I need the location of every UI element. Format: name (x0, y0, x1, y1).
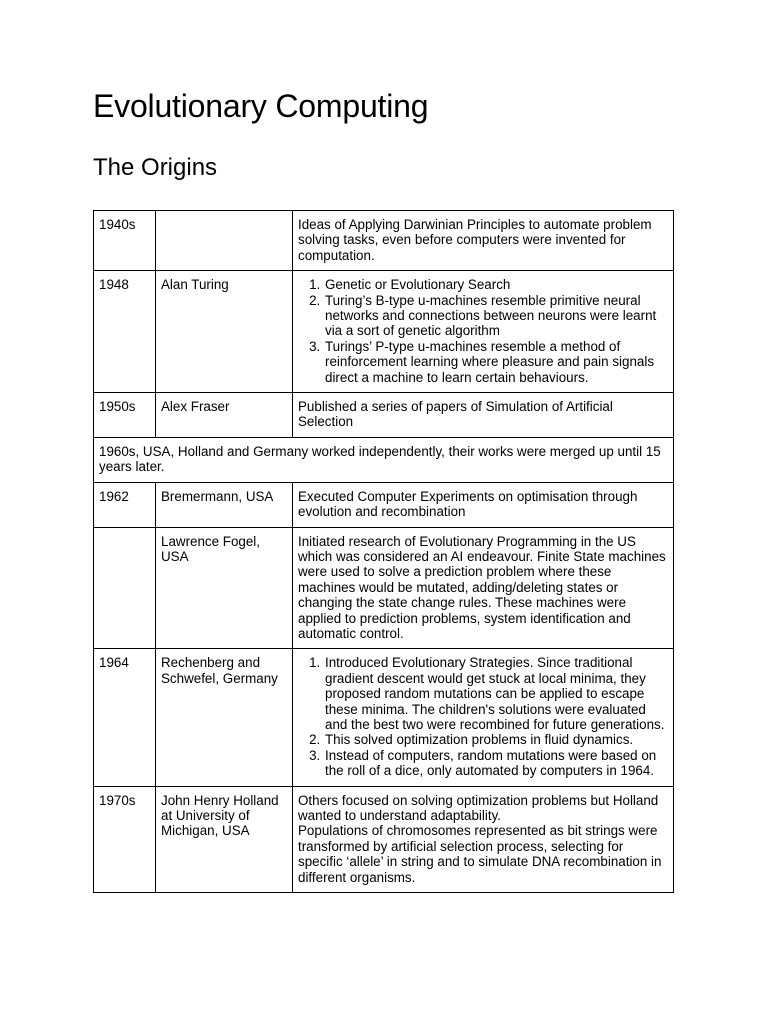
year-cell: 1970s (94, 786, 156, 892)
year-cell (94, 527, 156, 649)
document-title: Evolutionary Computing (93, 88, 429, 124)
list-item: 3. Turings’ P-type u-machines resemble a method of reinforcement learning where pleasure and pain signals direct a machine to learn certain behaviours. (324, 339, 668, 385)
person-cell: John Henry Holland at University of Michigan, USA (156, 786, 293, 892)
person-cell: Alan Turing (156, 271, 293, 393)
person-cell: Bremermann, USA (156, 482, 293, 527)
description-paragraph: Populations of chromosomes represented as bit strings were transformed by artificial selection process, selecting for specific ‘allele’ in string and to simulate DNA recombination in different organisms. (298, 823, 662, 885)
table-row (94, 211, 674, 271)
list-item: 3. Instead of computers, random mutations were based on the roll of a dice, only automated by computers in 1964. (324, 748, 668, 779)
description-paragraph: Others focused on solving optimization problems but Holland wanted to understand adaptability. (298, 792, 659, 823)
table-row (94, 393, 674, 438)
numbered-list (298, 655, 668, 778)
table-row (94, 271, 674, 393)
year-cell: 1940s (94, 211, 156, 271)
person-cell: Rechenberg and Schwefel, Germany (156, 649, 293, 786)
numbered-list (298, 277, 668, 385)
person-cell: Alex Fraser (156, 393, 293, 438)
document-page (93, 86, 674, 885)
table-row (94, 437, 674, 482)
table-row (94, 527, 674, 649)
list-item: 2. Turing’s B-type u-machines resemble primitive neural networks and connections between neurons were learnt via a sort of genetic algorithm (324, 293, 668, 339)
list-item: 1. Introduced Evolutionary Strategies. Since traditional gradient descent would get stuck at local minima, they proposed random mutations can be applied to escape these minima. The children's solutions were evaluated and the best two were recombined for future generations. (324, 655, 668, 732)
year-cell: 1962 (94, 482, 156, 527)
description-cell (293, 649, 674, 786)
description-cell: Ideas of Applying Darwinian Principles to automate problem solving tasks, even before computers were invented for computation. (293, 211, 674, 271)
table-row (94, 786, 674, 892)
description-cell: Executed Computer Experiments on optimisation through evolution and recombination (293, 482, 674, 527)
section-heading: The Origins (93, 154, 218, 181)
year-cell: 1964 (94, 649, 156, 786)
description-cell: Published a series of papers of Simulation of Artificial Selection (293, 393, 674, 438)
list-item: 2. This solved optimization problems in fluid dynamics. (324, 732, 668, 747)
table-row (94, 482, 674, 527)
table-row (94, 649, 674, 786)
description-cell: Initiated research of Evolutionary Programming in the US which was considered an AI endeavour. Finite State machines were used to solve a prediction problem where these machines would be mutated, adding/deleting states or changing the state change rules. These machines were applied to prediction problems, system identification and automatic control. (293, 527, 674, 649)
year-cell: 1950s (94, 393, 156, 438)
description-cell (293, 786, 674, 892)
list-item: 1. Genetic or Evolutionary Search (324, 277, 668, 292)
year-cell: 1948 (94, 271, 156, 393)
description-cell (293, 271, 674, 393)
person-cell (156, 211, 293, 271)
person-cell: Lawrence Fogel, USA (156, 527, 293, 649)
origins-table (93, 210, 674, 893)
merged-note-cell: 1960s, USA, Holland and Germany worked independently, their works were merged up until 15 years later. (94, 437, 674, 482)
